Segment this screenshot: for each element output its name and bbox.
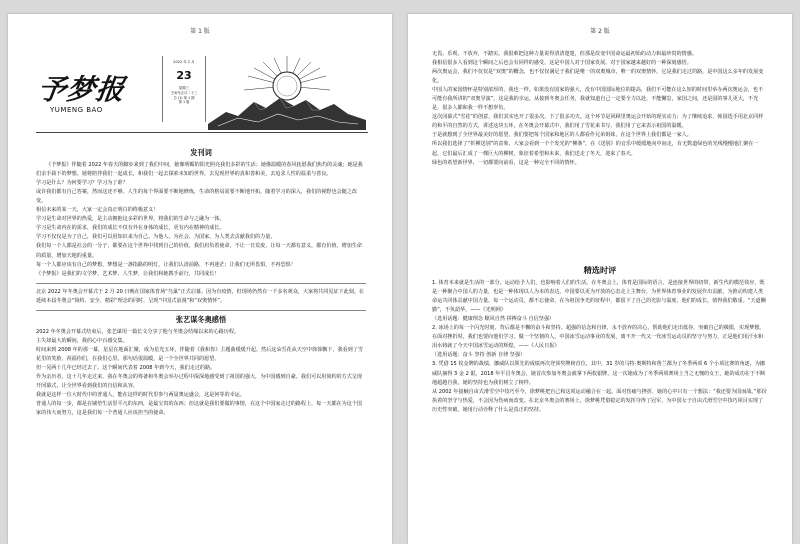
paragraph: 2022 年冬奥会开幕式结束后，张艺谋用一篇长文分享了他与冬奥会结缘以来的心路历程。 bbox=[36, 328, 240, 335]
page-two bbox=[408, 14, 792, 544]
paragraph: 这次闭幕式“雪花”的创意，我们其实也开了很多次，下了很多功夫。这个环节是回顾里奥运会开始的现实动力；为了继续追求，韩国选手用北京同样的和平的自然的方式，讲述这块五环，在冬奥会开幕式中，我们用了雪花来书写，我们用了它来表示祖国的温暖。 bbox=[432, 114, 764, 130]
commentary-item: 从 2002 年接触自由式滑雪空中技巧至今，徐梦桃把自己和这项运动融合在一起。面对伤痛与挫折，她的心中只有一个想法：“我还要为国而战。”那份执着的坚守与热爱，不会因为伤病而改变。在北京冬奥会的赛场上，徐梦桃凭借稳定的发挥夺得了冠军，为中国女子自由式滑雪空中技巧项目实现了历史性突破，她用行动诠释了什么是真正的坚持。 bbox=[432, 388, 767, 413]
commentary-item: 2. 冰场上的每一个闪光时刻，背后都是不懈的奋斗和坚持。超强的信念和自律，永不放弃的决心，帮助他们走出低谷，突破自己的极限，实现梦想。在面对挫折时，我们也要向他们学习，做一个坚韧的人。中国冰雪运动事业的发展，离不开一代又一代冰雪运动员的坚守与努力，正是他们用汗水和泪水铸就了今天中国冰雪运动的辉煌。——《人民日报》 bbox=[432, 325, 765, 350]
paragraph: 我相信很多人看到这个瞬间之后也会有同样的感受，这是中国人对于国家发展、对于国家越来越好的一种深刻感悟。 bbox=[432, 60, 692, 67]
paragraph: 无畏、乐观、不放弃，不踏实。我很难把这种力量说得清清楚楚，但那是改变中国命运最初始的动力和最珍贵的情感。 bbox=[432, 51, 697, 57]
divider bbox=[36, 283, 366, 284]
paragraph: 主失却最大的瞬间，我的心中百感交集。 bbox=[36, 337, 128, 344]
paragraph: 时间来到 2008 年的那一幕，星星在地面汇聚，成为星光五环，伴随着《我和你》主题曲缓缓升起。然后这朵雪花从天空中徐徐飘下，我看到了雪花里的笑脸，祝福你们，在我们心里。那句话很温暖，是一个全世界共同的愿望。 bbox=[36, 346, 363, 362]
paragraph: 但一晃两十几年已经过去了。这个瞬间代表着 2008 年到今天，我们走过的路。 bbox=[36, 364, 216, 371]
newspaper-subtitle: YUMENG BAO bbox=[50, 106, 103, 114]
brand-block bbox=[36, 58, 158, 128]
paragraph: 学习不仅仅是为了自己，我们可以用知识来为自己、为他人、为社会、为国家、为人类去贡献我们的力量。 bbox=[36, 234, 276, 241]
paragraph: 《予梦报》是我们的文学梦、艺术梦、人生梦，让我们和她携手前行，共同成长！ bbox=[36, 270, 220, 277]
date-day: 23 bbox=[176, 68, 192, 82]
paragraph: 绿色的希望新世界，一切都要向前看，这是一种完全不同的情怀。 bbox=[432, 159, 580, 166]
sun-mountain-illustration bbox=[208, 54, 366, 130]
commentary-item: 3. 凭借 15 枚金牌的战绩，挪威队以领先的成绩再次登顶奖牌榜首位，其中，31 岁的马特·奥斯特和鲁兰都为了冬季两项 6 个小项比赛的角逐，为挪威队摘得 3 金 2 银。2018 年平昌冬奥会，她首次参加冬奥会就拿下两枚银牌，这一次她成为了冬季两项赛场上当之无愧的女王，她的成功在于不断地超越自我，她的坚持也为我们树立了榜样。 bbox=[432, 361, 766, 386]
paragraph: 或许我们都有自己答案，然而这还不够。人生的每个界面要不断地修炼，生命的格局需要不断地开拓，随着学习的深入，我们的视野也会随之改变。 bbox=[36, 189, 357, 205]
paragraph: 作为亲历者，这十几年走过来，我在冬奥会的筹备和冬奥会举办过程中深深地感受到了祖国的强大，为中国感到自豪。我们可以用简约的方式呈现开闭幕式，让全世界看到我们的自信和从容。 bbox=[36, 374, 363, 390]
section-title-founding: 发刊词 bbox=[190, 148, 212, 157]
lunar-date: 壬寅年正月二十三 bbox=[170, 91, 198, 96]
paragraph: 两次奥运会，我们不仅仅是“双奥”的概念，也不仅仅满足于我们是唯一的双奥城市，唯一的双奥情怀。它是我们走过的路，是中国这么多年的发展变化。 bbox=[432, 69, 764, 85]
date-line: 2022 年 2 月 bbox=[173, 60, 195, 64]
masthead bbox=[36, 54, 368, 133]
paragraph: 《予梦报》伴随着 2022 年春天的脚步来到了我们中间，她像明媚的阳光照亮我们多彩的生活；她像温暖的春风抚慰我们焦灼的灵魂；她是我们亲手栽下的梦想，她将陪伴我们一起成长，和我们一起去探索未知的世界，去见现世界的真和善和美，去追求人性的温柔与善良。 bbox=[36, 162, 363, 178]
commentary-source: （选用话题：奋斗 坚持 创新 自律 坚强） bbox=[432, 352, 526, 359]
edition-label: 第 1 版 bbox=[178, 100, 190, 105]
page-number: 第 2 版 bbox=[590, 28, 610, 35]
paragraph: 相信未来的某一天，大家一定会真正明白的终极意义！ bbox=[36, 207, 159, 214]
paragraph: 我就是这样一位大时代中的普通人，能在这样的时代里参与两届奥运盛会，这是何等的幸运。 bbox=[36, 392, 245, 399]
divider bbox=[36, 310, 366, 311]
page-one bbox=[8, 14, 392, 544]
paragraph: 中国人的家国情怀是特别浓厚的，我也一样。如果没有国家的强大，没有中国国际地位的提高，我们不可能在这么短的时间里举办两次奥运会，也不可能有我所讲的“双奥导演”，这是我的幸运。从接到冬奥会任务，我就知道自己一定要全力以赴，不能懈怠，家国之间，还是国的事儿更大，不光是，很多人都和我一样不想辜负。 bbox=[432, 87, 764, 112]
paragraph: 于是就想到了全世界最美好的愿望，我们要把每个国家和地区的人都看作兄弟姐妹，在这个世界上我们都是一家人。 bbox=[432, 132, 692, 139]
issue-number: 总 (1) 第 1 期 bbox=[173, 95, 195, 100]
weekday: 星期三 bbox=[178, 86, 190, 91]
commentary-item: 1. 体育本来就是生活的一部分，运动给予人们，也影响着人们的生活。在冬奥会上，体育是国际的语言，是连接世界的纽带，新生代的模范效应，既是一种聚合中国人的力量，也是一种体现以人为本的表达。中国要以更为开放的心态走上主舞台，为世界体育事业的发展作出贡献，为推动构建人类命运共同体贡献中国力量。每一个运动员，都不忘使命，在为祖国争光的征程中，都留下了自己的光影与温度，他们的成长，值得我们敬重。“天道酬勤”，不负韶华。——《光明网》 bbox=[432, 280, 766, 314]
section-title-zhang-yimou: 张艺谋冬奥感悟 bbox=[175, 314, 227, 324]
paragraph: 学习是什么？为何要学习？学习为了谁？ bbox=[36, 180, 128, 187]
left-article bbox=[36, 146, 366, 418]
commentary-source: （选用话题：健康理念 顺风自然 拼搏奋斗 自信坚强） bbox=[432, 316, 555, 323]
commentary-section bbox=[432, 264, 768, 415]
date-box bbox=[162, 56, 206, 122]
paragraph: 北京 2022 年冬奥会开幕式于 2 月 20 日晚在国家体育场“鸟巢”正式启幕。因为有疫情，但现场仍然有一千多名观众，大家将共同见证下此刻。在延续本届冬奥会“简约、安全、精彩”理念的同时，呈现“中国式浪漫”和“双奥情怀”。 bbox=[36, 288, 365, 304]
right-article bbox=[432, 50, 768, 168]
paragraph: 学习是生命内在的需求，我们的成长不仅有外在身体的成长，更有内在精神的成长。 bbox=[36, 225, 225, 232]
paragraph: 每一个人都应该有自己的梦想，梦想是一盏指路的明灯，让我们认清前路，不再迷茫；让我们无所畏惧，不再恐惧！ bbox=[36, 261, 296, 268]
page-number: 第 1 版 bbox=[190, 28, 210, 35]
paragraph: 所以我们选择了“折柳送别”的意象，大家会看到一个个发光的“柳条”，在《送别》的音乐中缓缓地向中间走，有无数道绿色的光线慢慢地汇聚在一起，它们最后汇成了一棵巨大的柳树，象征着希望和未来，我们送走了冬天，迎来了春天。 bbox=[432, 141, 759, 157]
section-title-commentary: 精选时评 bbox=[583, 265, 617, 275]
paragraph: 学习是生命对世界的热爱，是主动拥抱这多彩的世界，将我们的生命与之融为一体。 bbox=[36, 216, 225, 223]
paragraph: 普通人的每一步，都是在铺垫生活里平凡的东西，是最宝贵的东西；但这就是我们要做的事情，在这个中国家走过的路程上，每一天都在为这个国家的伟大而努力，这是我们每一个普通人应该担当的使命。 bbox=[36, 401, 363, 417]
paragraph: 我们每一个人都是社会的一分子，都要在这个世界中找到自己的价值，我们肩负着使命，不让一日荒废，让每一天都有意义，都有价值，增加生命的质量，增加天地的重量。 bbox=[36, 243, 363, 259]
newspaper-title: 予梦报 bbox=[35, 73, 128, 106]
